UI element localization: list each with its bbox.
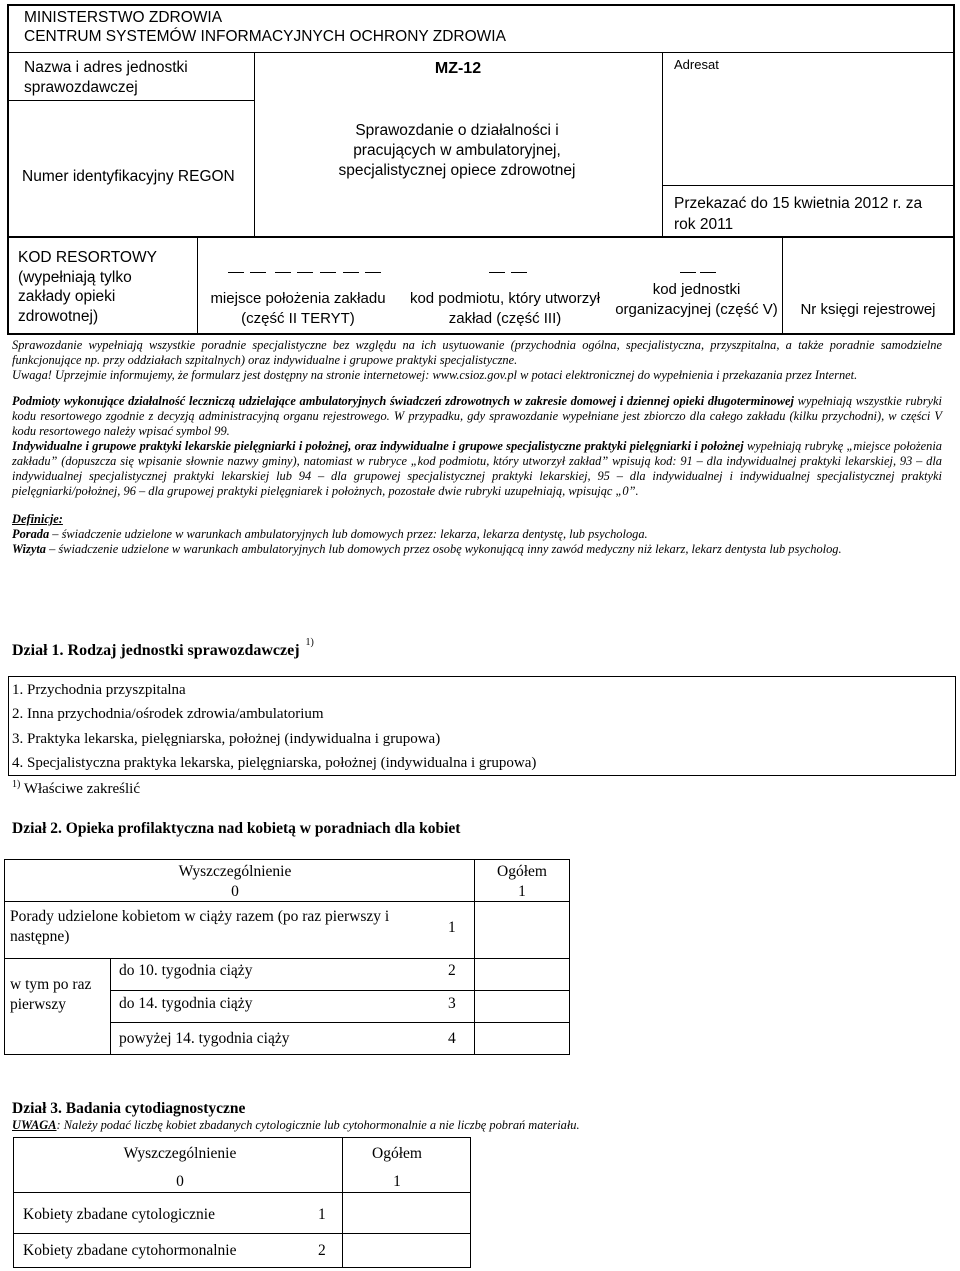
location-label: miejsce położenia zakładu (część II TERYT)	[210, 290, 386, 327]
note-scope: Sprawozdanie wypełniają wszystkie poradnie specjalistyczne bez względu na ich usytuowanie (przychodnia ogólna, specjalistyczna, przyszpitalna, a także poradnie samodzielne funkcjonujące np. przy oddziałach szpitalnych) oraz indywidualne i grupowe praktyki specjalistyczne.	[12, 338, 942, 367]
section2-title: Dział 2. Opieka profilaktyczna nad kobietą w poradniach dla kobiet	[12, 820, 461, 837]
s2-row1-value[interactable]	[475, 902, 569, 957]
s3-row2-value[interactable]	[343, 1234, 470, 1267]
s2-subrow-3-label: powyżej 14. tygodnia ciąży	[119, 1030, 290, 1047]
s2-row1-num: 1	[448, 919, 456, 936]
s3-row2-num: 2	[318, 1242, 326, 1259]
unit-type-option-1[interactable]: 1. Przychodnia przyszpitalna	[12, 682, 186, 698]
location-field-3[interactable]	[275, 272, 291, 273]
header-right-divider	[662, 185, 955, 186]
s3-col-total: Ogółem	[372, 1145, 422, 1162]
section1-title-text: Dział 1. Rodzaj jednostki sprawozdawczej	[12, 642, 300, 659]
regon-label: Numer identyfikacyjny REGON	[22, 168, 235, 185]
org-unit-label: kod jednostki organizacyjnej (część V)	[615, 281, 778, 318]
section1-footnote-text: Właściwe zakreślić	[20, 781, 141, 797]
note-practices-bold: Indywidualne i grupowe praktyki lekarskie pielęgniarki i położnej, oraz indywidualne i grupowe specjalistyczne praktyki pielęgniarki i położnej	[12, 439, 744, 453]
definition-wizyta-term: Wizyta	[12, 542, 46, 556]
note-entities-text: wypełniają wszystkie rubryki kodu resortowego zgodnie z decyzją administracyjną organu rejestrowego. W przypadku, gdy sprawozdanie wypełniane jest zbiorczo dla całego zakładu (kilku przychodni), w części V kodu resortowego należy wpisać symbol 99.	[12, 394, 942, 438]
section3-warning	[12, 1118, 580, 1133]
s2-group-label: w tym po raz pierwszy	[10, 976, 92, 1013]
s2-vline-group	[110, 958, 111, 1055]
note-practices-text: wypełniają rubrykę „miejsce położenia zakładu” (dopuszcza się wpisanie słownie nazwy gminy), natomiast w rubryce „kod podmiotu, który utworzył zakład” wpisują kod: 91 – dla indywidualnej praktyki lekarskiej, 93 – dla indywidualnej specjalistycznej praktyki lekarskiej lub 94 – dla grupowej specjalistycznej praktyki lekarskiej, 95 – dla indywidualnej i indywidualnej specjalistycznej praktyki pielęgniarki/położnej, 96 – dla grupowej praktyki pielęgniarek i położnych, pozostałe dwie rubryki uzupełniają, wpisując „0”.	[12, 439, 943, 498]
section3-warning-label: UWAGA	[12, 1118, 57, 1132]
s2-subrow-2-num: 3	[448, 995, 456, 1012]
s2-subrow-3-num: 4	[448, 1030, 456, 1047]
codes-divider-2	[782, 238, 783, 335]
s3-row1-num: 1	[318, 1206, 326, 1223]
s2-col-spec: Wyszczególnienie	[178, 863, 292, 880]
s2-subrow-1-label: do 10. tygodnia ciąży	[119, 962, 253, 979]
note-entities	[12, 394, 942, 439]
section1-title	[12, 637, 314, 660]
org-unit-field-2[interactable]	[700, 272, 716, 273]
section1-footnote	[12, 779, 140, 798]
s3-row2-label: Kobiety zbadane cytohormonalnie	[23, 1242, 237, 1259]
addressee-label: Adresat	[674, 57, 719, 72]
definition-porada-text: – świadczenie udzielone w warunkach ambulatoryjnych lub domowych przez: lekarza, lekarza dentystę, lub psychologa.	[49, 527, 648, 541]
s3-col-idx0: 0	[176, 1173, 184, 1190]
deadline-text: Przekazać do 15 kwietnia 2012 r. za rok 2011	[674, 195, 923, 233]
unit-type-option-3[interactable]: 3. Praktyka lekarska, pielęgniarska, położnej (indywidualna i grupowa)	[12, 731, 441, 747]
s2-col-total: Ogółem	[497, 863, 547, 880]
s2-subrow-3-value[interactable]	[475, 1023, 569, 1054]
subject-field-1[interactable]	[489, 272, 505, 273]
codes-divider-1	[197, 238, 198, 335]
header-col-divider-2	[662, 52, 663, 238]
location-field-7[interactable]	[365, 272, 381, 273]
note-entities-bold: Podmioty wykonujące działalność leczniczą udzielające ambulatoryjnych świadczeń zdrowotnych w zakresie domowej i dziennej opieki długoterminowej	[12, 394, 794, 408]
note-warning	[12, 368, 942, 383]
unit-type-option-4[interactable]: 4. Specjalistyczna praktyka lekarska, pielęgniarska, położnej (indywidualna i grupowa)	[12, 755, 537, 771]
s3-col-idx1: 1	[393, 1173, 401, 1190]
s2-col-idx0: 0	[231, 883, 239, 900]
section1-footnote-sup: 1)	[12, 779, 21, 790]
location-field-2[interactable]	[250, 272, 266, 273]
s2-row1-label: Porady udzielone kobietom w ciąży razem (po raz pierwszy i następne)	[10, 908, 390, 945]
s2-subrow-1-num: 2	[448, 962, 456, 979]
definitions-title: Definicje:	[12, 512, 63, 526]
header-col-divider-1	[254, 52, 255, 238]
ministry-name: MINISTERSTWO ZDROWIA	[24, 9, 223, 26]
location-field-5[interactable]	[320, 272, 336, 273]
unit-type-option-2[interactable]: 2. Inna przychodnia/ośrodek zdrowia/ambulatorium	[12, 706, 324, 722]
section3-warning-text: : Należy podać liczbę kobiet zbadanych cytologicznie lub cytohormonalnie a nie liczbę pobrań materiału.	[56, 1118, 580, 1132]
section1-title-sup: 1)	[305, 637, 314, 648]
center-name: CENTRUM SYSTEMÓW INFORMACYJNYCH OCHRONY ZDROWIA	[24, 28, 506, 45]
location-field-1[interactable]	[228, 272, 244, 273]
definition-porada-term: Porada	[12, 527, 50, 541]
s3-row1-value[interactable]	[343, 1193, 470, 1232]
s2-subrow-2-label: do 14. tygodnia ciąży	[119, 995, 253, 1012]
location-field-4[interactable]	[297, 272, 313, 273]
form-code: MZ-12	[434, 60, 482, 77]
subject-label: kod podmiotu, który utworzył zakład (część III)	[409, 290, 601, 327]
note-warning-text-2: w potaci elektronicznej do wypełnienia i przekazania przez Internet.	[517, 368, 858, 382]
definition-porada	[12, 527, 942, 542]
header-left-divider	[7, 100, 254, 101]
s2-subrow-2-value[interactable]	[475, 991, 569, 1021]
note-practices	[12, 439, 942, 499]
notes-block	[12, 338, 942, 557]
resort-code-label: KOD RESORTOWY (wypełniają tylko zakłady opieki zdrowotnej)	[18, 249, 157, 325]
subject-field-2[interactable]	[511, 272, 527, 273]
unit-name-label: Nazwa i adres jednostki sprawozdawczej	[24, 59, 188, 96]
s3-col-spec: Wyszczególnienie	[123, 1145, 237, 1162]
location-field-6[interactable]	[343, 272, 359, 273]
s2-col-idx1: 1	[518, 883, 526, 900]
section3-title: Dział 3. Badania cytodiagnostyczne	[12, 1100, 246, 1117]
definition-wizyta	[12, 542, 942, 557]
note-warning-text: Uwaga! Uprzejmie informujemy, że formularz jest dostępny na stronie internetowej: www.csioz.gov.pl	[12, 368, 517, 382]
registry-label: Nr księgi rejestrowej	[800, 301, 936, 318]
s2-subrow-1-value[interactable]	[475, 959, 569, 989]
report-title: Sprawozdanie o działalności i pracujących w ambulatoryjnej, specjalistycznej opiece zdrowotnej	[338, 122, 576, 179]
s3-row1-label: Kobiety zbadane cytologicznie	[23, 1206, 215, 1223]
definition-wizyta-text: – świadczenie udzielone w warunkach ambulatoryjnych lub domowych przez osobę wykonującą inny zawód medyczny niż lekarz, lekarz dentysta lub psycholog.	[45, 542, 842, 556]
org-unit-field-1[interactable]	[680, 272, 696, 273]
header-divider	[7, 52, 955, 53]
